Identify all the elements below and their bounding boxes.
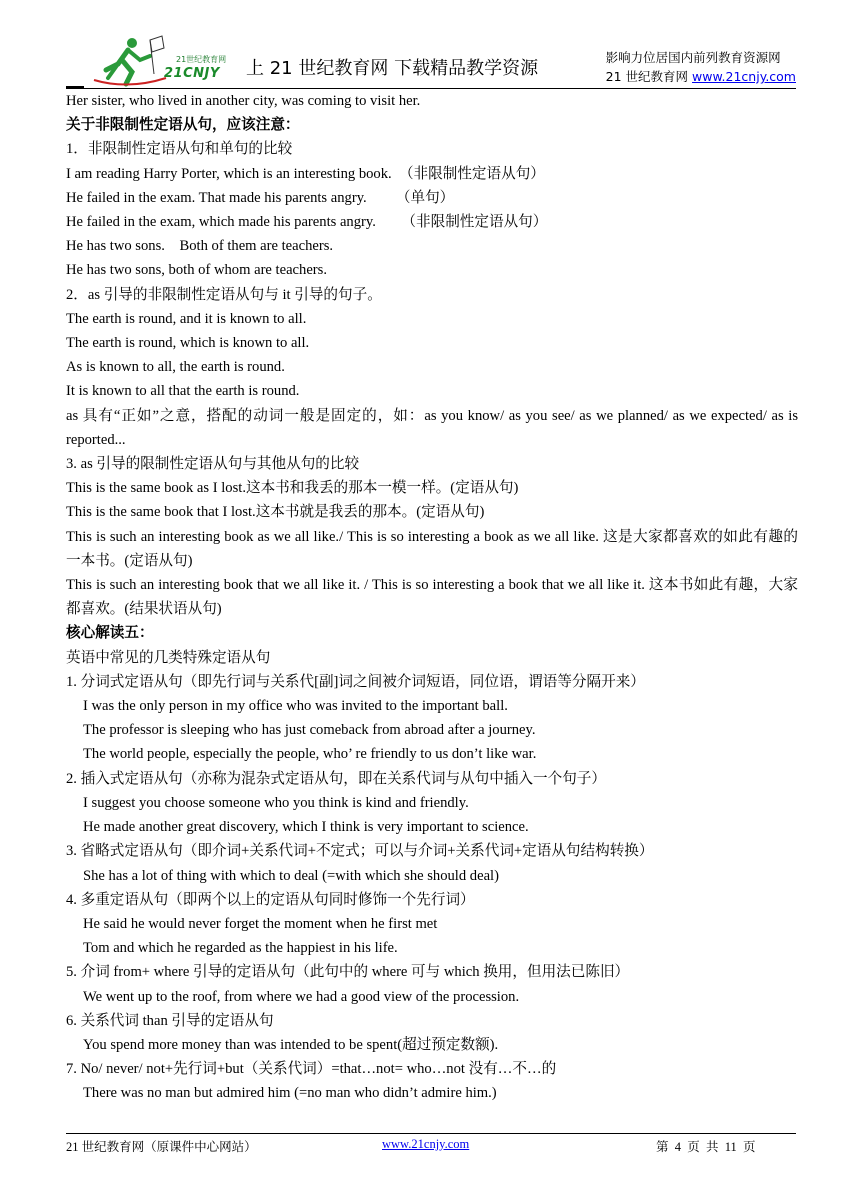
example-line: This is the same book that I lost.这本书就是我丢的那本。(定语从句) bbox=[66, 504, 485, 521]
explanation-paragraph: as 具有“正如”之意，搭配的动词一般是固定的，如：as you know/ as you see/ as we planned/ as we expected/ as is reported... bbox=[66, 407, 798, 448]
footer-site-link[interactable]: www.21cnjy.com bbox=[382, 1137, 470, 1151]
page-header bbox=[66, 34, 796, 88]
example-line: I am reading Harry Porter, which is an interesting book. （非限制性定语从句） bbox=[66, 165, 545, 182]
example-paragraph: This is such an interesting book that we all like it. / This is so interesting a book that we all like it. 这本书如此有趣，大家都喜欢。(结果状语从句) bbox=[66, 577, 798, 618]
example-paragraph: This is such an interesting book as we all like./ This is so interesting a book as we all like. 这是大家都喜欢的如此有趣的一本书。(定语从句) bbox=[66, 528, 798, 569]
header-site-line bbox=[606, 67, 796, 86]
example-line: He failed in the exam. That made his parents angry. （单句） bbox=[66, 189, 455, 206]
example-line: The professor is sleeping who has just comeback from abroad after a journey. bbox=[83, 722, 536, 739]
numbered-item: 2. 插入式定语从句（亦称为混杂式定语从句，即在关系代词与从句中插入一个句子） bbox=[66, 770, 606, 787]
example-line: This is the same book as I lost.这本书和我丢的那本一模一样。(定语从句) bbox=[66, 480, 519, 497]
subheading: 2．as 引导的非限制性定语从句与 it 引导的句子。 bbox=[66, 286, 382, 303]
example-line: There was no man but admired him (=no man who didn’t admire him.) bbox=[83, 1085, 497, 1102]
section-heading: 关于非限制性定语从句，应该注意： bbox=[66, 117, 300, 134]
example-line: He made another great discovery, which I think is very important to science. bbox=[83, 819, 529, 836]
example-line: She has a lot of thing with which to deal (=with which she should deal) bbox=[83, 867, 499, 884]
numbered-item: 5. 介词 from+ where 引导的定语从句（此句中的 where 可与 which 换用，但用法已陈旧） bbox=[66, 964, 630, 981]
numbered-item: 6. 关系代词 than 引导的定语从句 bbox=[66, 1012, 274, 1029]
example-line: It is known to all that the earth is round. bbox=[66, 383, 300, 400]
example-line: I was the only person in my office who was invited to the important ball. bbox=[83, 698, 508, 715]
logo-brand: 21CNJY bbox=[164, 66, 220, 81]
document-body bbox=[66, 89, 798, 1106]
subheading: 英语中常见的几类特殊定语从句 bbox=[66, 649, 271, 666]
numbered-item: 7. No/ never/ not+先行词+but（关系代词）=that…not= who…not 没有…不…的 bbox=[66, 1061, 557, 1078]
section-heading: 核心解读五： bbox=[66, 625, 154, 642]
subheading: 1．非限制性定语从句和单句的比较 bbox=[66, 141, 293, 158]
example-line: Tom and which he regarded as the happiest in his life. bbox=[83, 940, 398, 957]
header-slogan: 影响力位居国内前列教育资源网 bbox=[605, 50, 781, 65]
example-line: He has two sons, both of whom are teachers. bbox=[66, 262, 327, 279]
logo-tagline: 21世纪教育网 bbox=[176, 55, 227, 64]
example-line: He failed in the exam, which made his parents angry. （非限制性定语从句） bbox=[66, 214, 548, 231]
subheading: 3. as 引导的限制性定语从句与其他从句的比较 bbox=[66, 456, 360, 473]
header-site-name: 21 世纪教育网 bbox=[605, 69, 693, 84]
example-line: He has two sons. Both of them are teachers. bbox=[66, 238, 334, 255]
numbered-item: 4. 多重定语从句（即两个以上的定语从句同时修饰一个先行词） bbox=[66, 891, 475, 908]
site-logo[interactable] bbox=[88, 34, 227, 88]
example-line: I suggest you choose someone who you think is kind and friendly. bbox=[83, 794, 469, 811]
example-line: The earth is round, and it is known to all. bbox=[66, 310, 307, 327]
text-line: Her sister, who lived in another city, was coming to visit her. bbox=[66, 93, 421, 109]
running-figure-icon bbox=[88, 34, 168, 88]
example-line: You spend more money than was intended to be spent(超过预定数额). bbox=[83, 1036, 499, 1053]
header-right bbox=[606, 48, 796, 86]
footer-divider bbox=[66, 1133, 796, 1134]
example-line: As is known to all, the earth is round. bbox=[66, 359, 285, 376]
numbered-item: 3. 省略式定语从句（即介词+关系代词+不定式；可以与介词+关系代词+定语从句结构转换） bbox=[66, 843, 654, 860]
example-line: We went up to the roof, from where we had a good view of the procession. bbox=[83, 988, 520, 1005]
footer-site-name: 21 世纪教育网（原课件中心网站） bbox=[66, 1140, 257, 1154]
header-title: 上 21 世纪教育网 下载精品教学资源 bbox=[246, 58, 539, 79]
page-number: 第 4 页 共 11 页 bbox=[656, 1140, 756, 1154]
example-line: The world people, especially the people, who’ re friendly to us don’t like war. bbox=[83, 746, 537, 763]
example-line: He said he would never forget the moment when he first met bbox=[83, 915, 438, 932]
header-site-link[interactable]: www.21cnjy.com bbox=[692, 69, 796, 84]
numbered-item: 1. 分词式定语从句（即先行词与关系代[副]词之间被介词短语，同位语，谓语等分隔开来） bbox=[66, 673, 645, 690]
example-line: The earth is round, which is known to all. bbox=[66, 335, 310, 352]
